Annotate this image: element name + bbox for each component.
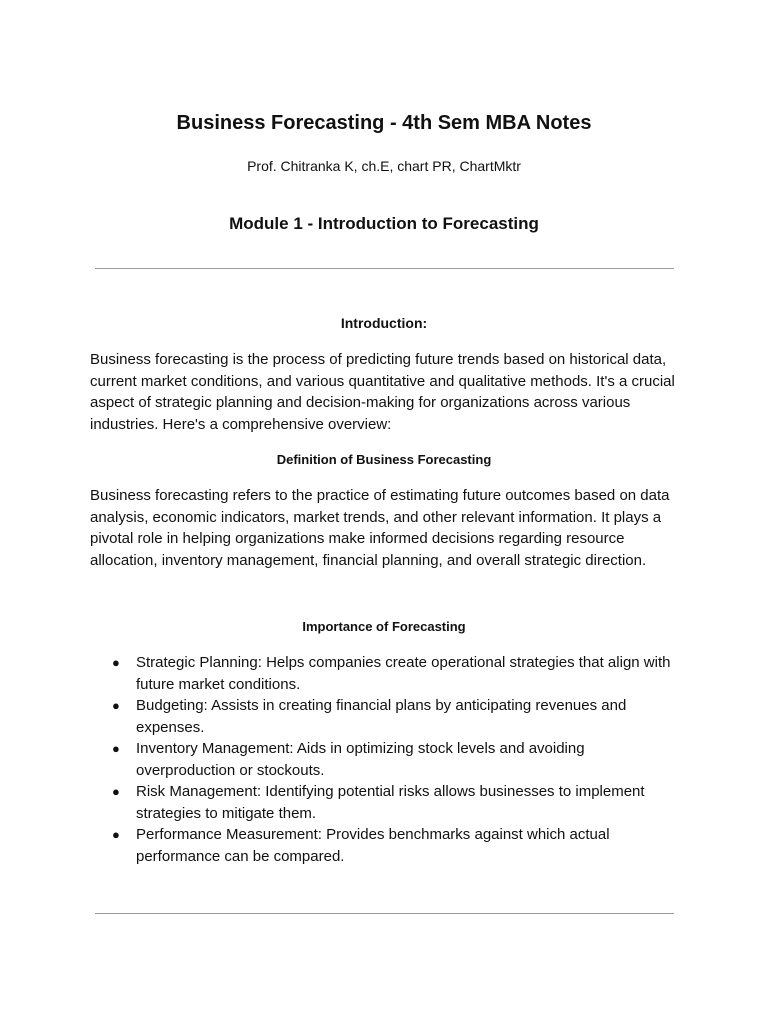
introduction-paragraph: Business forecasting is the process of predicting future trends based on historical data, current market conditions, and various quantitative and qualitative methods. It's a crucial aspect of strategic planning and decision-making for organizations across various industries. Here's a comprehensive overview: — [90, 351, 675, 433]
definition-heading: Definition of Business Forecasting — [276, 452, 492, 467]
list-item — [90, 738, 680, 781]
list-item — [90, 695, 680, 738]
list-item-text: Inventory Management: Aids in optimizing stock levels and avoiding overproduction or stockouts. — [136, 740, 585, 779]
bullet-icon: ● — [112, 741, 120, 756]
introduction-heading: Introduction: — [340, 315, 428, 331]
list-item — [90, 781, 680, 824]
bullet-icon: ● — [112, 698, 120, 713]
list-item-text: Risk Management: Identifying potential risks allows businesses to implement strategies to mitigate them. — [136, 783, 645, 822]
bullet-icon: ● — [112, 784, 120, 799]
list-item-text: Strategic Planning: Helps companies create operational strategies that align with future market conditions. — [136, 654, 671, 693]
list-item — [90, 652, 680, 695]
list-item-text: Budgeting: Assists in creating financial plans by anticipating revenues and expenses. — [136, 697, 627, 736]
list-item — [90, 824, 680, 867]
importance-list — [90, 652, 680, 867]
document-title: Business Forecasting - 4th Sem MBA Notes — [176, 112, 592, 134]
importance-heading: Importance of Forecasting — [302, 619, 466, 634]
definition-paragraph: Business forecasting refers to the practice of estimating future outcomes based on data analysis, economic indicators, market trends, and other relevant information. It plays a pivotal role in helping organizations make informed decisions regarding resource allocation, inventory management, financial planning, and overall strategic direction. — [90, 487, 670, 569]
bullet-icon: ● — [112, 655, 120, 670]
list-item-text: Performance Measurement: Provides benchmarks against which actual performance can be compared. — [136, 826, 610, 865]
author-line: Prof. Chitranka K, ch.E, chart PR, ChartMktr — [247, 158, 521, 174]
module-title: Module 1 - Introduction to Forecasting — [229, 214, 539, 233]
bullet-icon: ● — [112, 827, 120, 842]
divider-top — [95, 268, 674, 269]
divider-bottom — [95, 913, 674, 914]
